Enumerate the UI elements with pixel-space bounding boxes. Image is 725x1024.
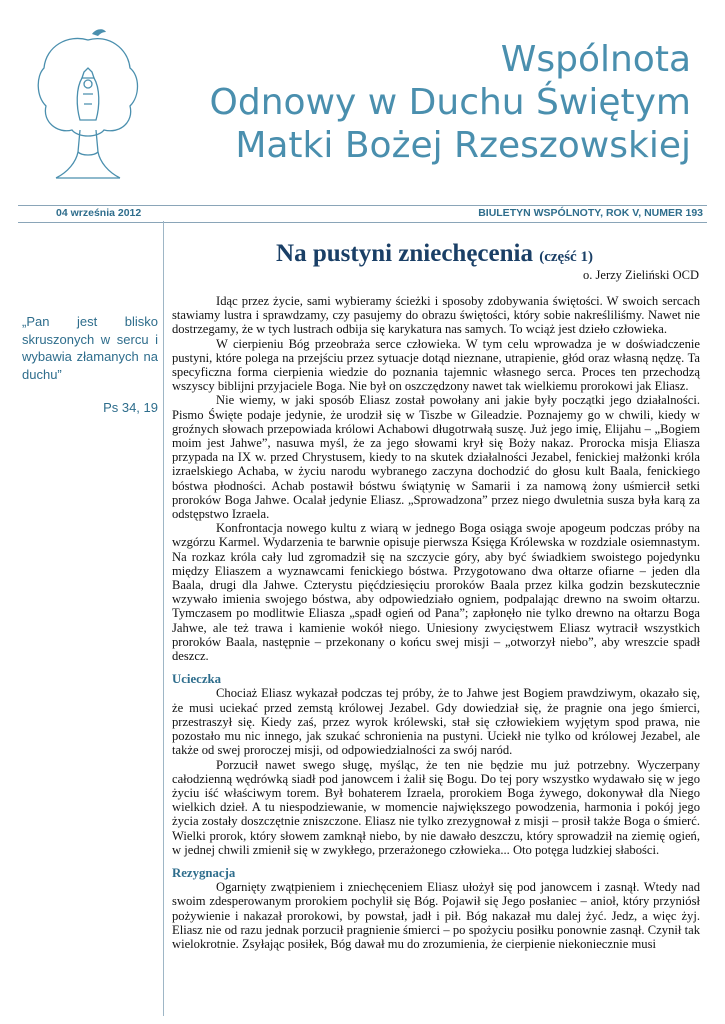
community-title [210, 38, 691, 167]
title-line-2: Odnowy w Duchu Świętym [209, 82, 691, 123]
paragraph: Ogarnięty zwątpieniem i zniechęceniem Eliasz ułożył się pod janowcem i zasnął. Wtedy nad swoim zdesperowanym prorokiem pochylił się Bóg. Pojawił się Jego posłaniec – anioł, który przyniósł pożywienie i nakazał prorokowi, by powstał, jadł i pił. Bóg nakazał mu dalej żyć. Jedz, a więc żyj. Eliasz nie od razu jednak porzucił pragnienie śmierci – po spożyciu posiłku ponownie zasnął. Czynił tak wielokrotnie. Zsyłając posiłek, Bóg dawał mu do zrozumienia, że cierpienie niekoniecznie musi [172, 880, 700, 951]
paragraph: Konfrontacja nowego kultu z wiarą w jednego Boga osiąga swoje apogeum podczas próby na wzgórzu Karmel. Wydarzenia te barwnie opisuje pierwsza Księga Królewska w rozdziale osiemnastym. Na rozkaz króla cały lud zgromadził się na szczycie góry, aby być świadkiem swoistego pojedynku między Eliaszem a wyznawcami fenickiego bóstwa. Przygotowano dwa ołtarze ofiarne – jeden dla Baala, drugi dla Jahwe. Czterystu pięćdziesięciu proroków Baala przez kilka godzin bezskutecznie wzywało imienia swojego bóstwa, aby odpowiedziało ogniem, podpalając drewno na swoim ołtarzu. Tymczasem po modlitwie Eliasza „spadł ogień od Pana”; zapłonęło nie tylko drewno na ołtarzu Boga Jahwe, ale też trawa i kamienie wokół niego. Uniesiony zwycięstwem Eliasz wytracił wszystkich proroków Baala, następnie – przekonany o końcu swej misji – „otworzył niebo”, aby wreszcie spadł deszcz. [172, 521, 700, 664]
article-title-text: Na pustyni zniechęcenia [276, 240, 533, 267]
section-heading: Rezygnacja [172, 865, 236, 880]
article-author: o. Jerzy Zieliński OCD [583, 268, 699, 282]
article-part: (część 1) [539, 249, 593, 265]
article-title [170, 240, 699, 268]
sidebar-quote: „Pan jest blisko skruszonych w sercu i wybawia złamanych na duchu” [22, 314, 158, 382]
issue-number: BIULETYN WSPÓLNOTY, ROK V, NUMER 193 [478, 207, 703, 219]
tree-madonna-logo-icon [28, 26, 148, 186]
paragraph: Idąc przez życie, sami wybieramy ścieżki i sposoby zdobywania świętości. W swoich sercach stawiamy lustra i sprawdzamy, czy pasujemy do obrazu świętości, który sobie nakreśliliśmy. Nawet nie dostrzegamy, że w tych lustrach odbija się karykatura nas samych. To wciąż jest dzieło człowieka. [172, 294, 700, 337]
article-body [172, 294, 700, 951]
column-divider [163, 221, 164, 1016]
title-line-1: Wspólnota [500, 39, 691, 80]
bulletin-header-bar [18, 205, 707, 223]
section-heading: Ucieczka [172, 672, 222, 687]
paragraph: W cierpieniu Bóg przeobraża serce człowieka. W tym celu wprowadza je w doświadczenie pustyni, które polega na przejściu przez sytuacje dotąd nieznane, utrapienie, głód oraz własną nędzę. Ta specyficzna forma cierpienia wiedzie do poznania tajemnic własnego serca. Proces ten przechodzą wszyscy biblijni przyjaciele Boga. Nie był on oszczędzony nawet tak wielkiemu prorokowi jak Eliasz. [172, 336, 700, 394]
title-line-3: Matki Bożej Rzeszowskiej [235, 125, 691, 166]
issue-date: 04 września 2012 [56, 207, 142, 219]
sidebar-quote-reference: Ps 34, 19 [103, 400, 158, 415]
paragraph: Chociaż Eliasz wykazał podczas tej próby, że to Jahwe jest Bogiem prawdziwym, okazało się, że musi uciekać przed zemstą królowej Jezabel. Gdy dowiedział się, że pragnie ona jego śmierci, przestraszył się. Kiedy zaś, przez wyrok królewski, stał się człowiekiem wyjętym spod prawa, nie pozostało mu nic innego, jak szukać schronienia na pustyni. Uciekł nie tylko od królowej Jezabel, ale także od swej proroczej misji, od odpowiedzialności za swój naród. [172, 686, 700, 758]
paragraph: Nie wiemy, w jaki sposób Eliasz został powołany ani jakie były początki jego działalności. Pismo Święte podaje jedynie, że urodził się w Tiszbe w Gileadzie. Poznajemy go w chwili, kiedy w groźnych słowach przepowiada królowi Achabowi długotrwałą suszę. Już jego imię, Elijahu – „Bogiem moim jest Jahwe”, nasuwa myśl, że za jego słowami krył się Boży nakaz. Prorocka misja Eliasza przypada na IX w. przed Chrystusem, kiedy to na skutek działalności Jezabel, fenickiej małżonki króla izraelskiego Achaba, w życiu narodu wybranego zaczyna dochodzić do głosu kult Baala, fenickiego bóstwa płodności. Achab postawił bóstwu świątynię w Samarii i za namową żony uśmiercił setki proroków Boga Jahwe. Ocalał jedynie Eliasz. „Sprowadzona” przez niego dwuletnia susza była karą za odstępstwo Izraela. [172, 393, 700, 522]
paragraph: Porzucił nawet swego sługę, myśląc, że ten nie będzie mu już potrzebny. Wyczerpany całodzienną wędrówką siadł pod janowcem i żalił się Bogu. Do tej pory wszystko wydawało się w jego życiu iść właściwym torem. Był bohaterem Izraela, prorokiem Boga żywego, dokonywał dla Niego wielkich dzieł. A tu niespodziewanie, w momencie największego powodzenia, harmonia i pokój jego życia zostały doszczętnie zniszczone. Eliasz nie tylko zrezygnował z misji – prosił także Boga o śmierć. Wielki prorok, który słowem zamknął niebo, by nie dawało deszczu, który sprowadził na ziemię ogień, w jednej chwili zmienił się w zwykłego, przerażonego człowieka... Oto potęga ludzkiej słabości. [172, 757, 700, 857]
